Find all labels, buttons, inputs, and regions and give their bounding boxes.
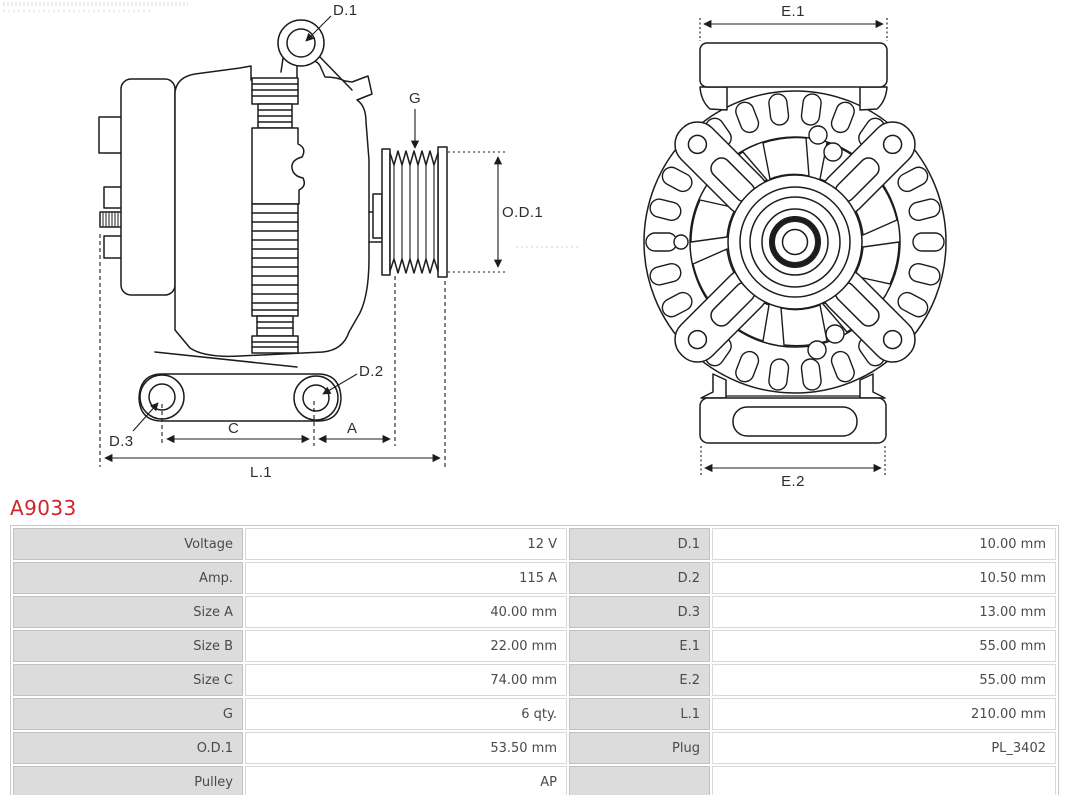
spec-label-cell: E.2 <box>569 664 710 696</box>
spec-label-cell: L.1 <box>569 698 710 730</box>
dimension-label-e2: E.2 <box>781 473 805 490</box>
spec-label-cell: D.1 <box>569 528 710 560</box>
dimension-label-g: G <box>409 90 422 107</box>
spec-value-cell: 55.00 mm <box>712 630 1056 662</box>
spec-value-cell: 74.00 mm <box>245 664 567 696</box>
spec-label-cell: O.D.1 <box>13 732 243 764</box>
spec-label-cell: Voltage <box>13 528 243 560</box>
spec-label-cell: Amp. <box>13 562 243 594</box>
spec-row <box>13 732 1056 764</box>
product-code: A9033 <box>10 496 77 520</box>
dimension-label-e1: E.1 <box>781 3 805 20</box>
spec-value-cell <box>712 766 1056 795</box>
hub-and-shaft <box>728 175 862 309</box>
spec-label-cell: D.3 <box>569 596 710 628</box>
spec-value-cell: PL_3402 <box>712 732 1056 764</box>
spec-label-cell <box>569 766 710 795</box>
bottom-mounting-lugs <box>139 352 341 421</box>
spec-value-cell: 22.00 mm <box>245 630 567 662</box>
dimension-label-od1: O.D.1 <box>502 204 544 221</box>
pulley <box>369 147 447 277</box>
spec-value-cell: 10.50 mm <box>712 562 1056 594</box>
shaft-bore <box>783 230 808 255</box>
dimension-label-a: A <box>347 420 358 437</box>
spec-label-cell: Size A <box>13 596 243 628</box>
specs-table <box>10 525 1059 795</box>
spec-label-cell: D.2 <box>569 562 710 594</box>
spec-value-cell: 12 V <box>245 528 567 560</box>
spec-value-cell: 10.00 mm <box>712 528 1056 560</box>
spec-row <box>13 528 1056 560</box>
spec-value-cell: 115 A <box>245 562 567 594</box>
dimension-label-c: C <box>228 420 240 437</box>
spec-value-cell: AP <box>245 766 567 795</box>
dimension-label-d1: D.1 <box>333 2 358 19</box>
spec-value-cell: 53.50 mm <box>245 732 567 764</box>
watermark-artifact <box>3 4 188 11</box>
spec-value-cell: 55.00 mm <box>712 664 1056 696</box>
spec-label-cell: Size B <box>13 630 243 662</box>
spec-label-cell: E.1 <box>569 630 710 662</box>
dimension-label-d3: D.3 <box>109 433 134 450</box>
spec-value-cell: 6 qty. <box>245 698 567 730</box>
dimension-label-d2: D.2 <box>359 363 384 380</box>
spec-row <box>13 562 1056 594</box>
spec-label-cell: Pulley <box>13 766 243 795</box>
spec-row <box>13 698 1056 730</box>
spec-label-cell: Plug <box>569 732 710 764</box>
spec-value-cell: 13.00 mm <box>712 596 1056 628</box>
rear-housing <box>121 79 175 295</box>
spec-row <box>13 596 1056 628</box>
dimension-label-l1: L.1 <box>250 464 273 481</box>
spec-value-cell: 210.00 mm <box>712 698 1056 730</box>
side-view-diagram <box>0 0 600 500</box>
spec-row <box>13 766 1056 795</box>
spec-row <box>13 630 1056 662</box>
spec-label-cell: G <box>13 698 243 730</box>
spec-value-cell: 40.00 mm <box>245 596 567 628</box>
front-view-diagram <box>620 0 1080 500</box>
spec-label-cell: Size C <box>13 664 243 696</box>
spec-table-wrap <box>10 525 1059 795</box>
spec-row <box>13 664 1056 696</box>
